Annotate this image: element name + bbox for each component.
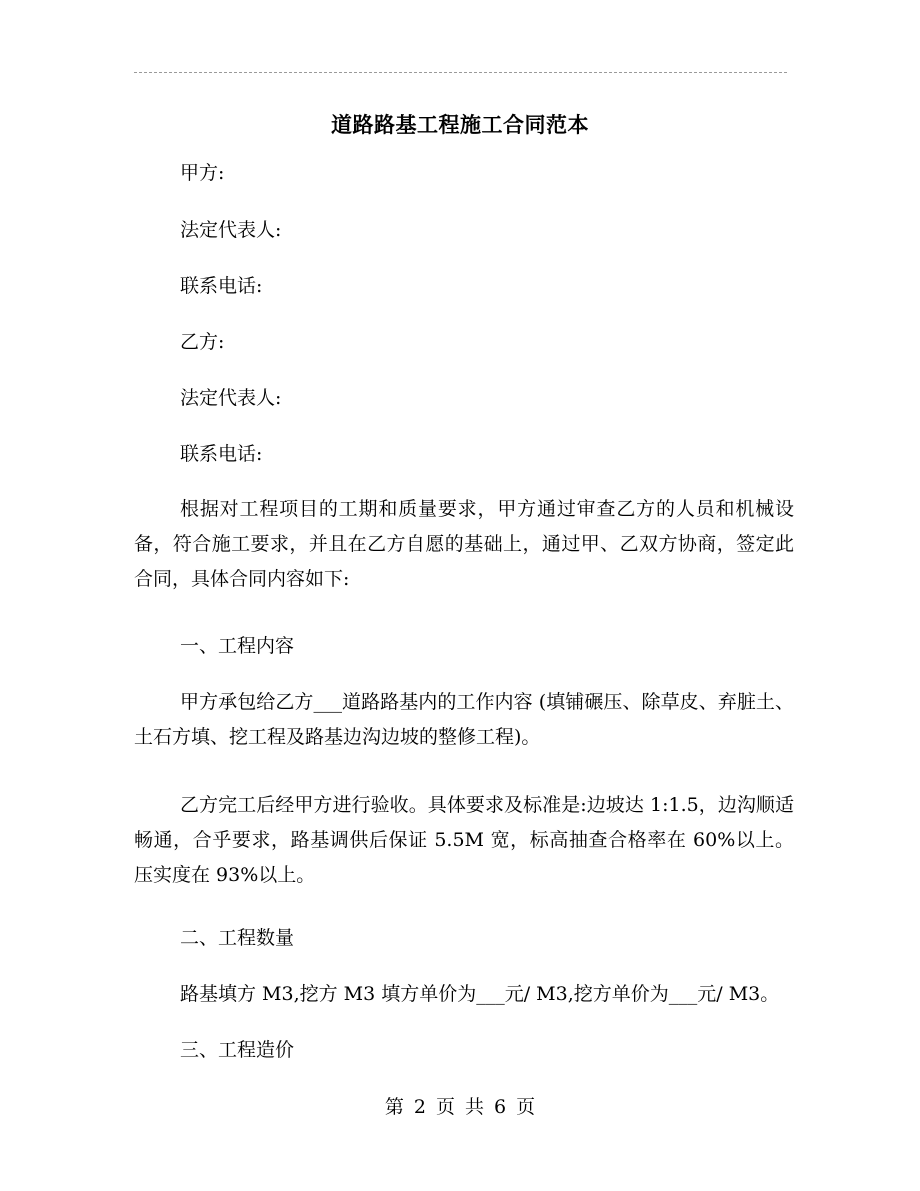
section-1-heading: 一、工程内容 xyxy=(180,635,295,657)
header-divider xyxy=(134,72,787,73)
intro-paragraph: 根据对工程项目的工期和质量要求，甲方通过审查乙方的人员和机械设备，符合施工要求，并且在乙方自愿的基础上，通过甲、乙双方协商，签定此合同，具体合同内容如下: xyxy=(134,498,794,590)
party-b-label: 乙方: xyxy=(180,331,225,353)
section-1-content-paragraph: 甲方承包给乙方___道路路基内的工作内容 (填铺碾压、除草皮、弃脏土、土石方填、挖工程及路基边沟边坡的整修工程)。 xyxy=(134,691,794,748)
party-b-phone: 联系电话: xyxy=(180,443,263,465)
party-a-label: 甲方: xyxy=(180,162,225,184)
section-2-heading: 二、工程数量 xyxy=(180,927,295,949)
section-2-quantity-paragraph: 路基填方 M3,挖方 M3 填方单价为___元/ M3,挖方单价为___元/ M3。 xyxy=(180,983,780,1005)
document-title: 道路路基工程施工合同范本 xyxy=(331,112,589,137)
section-3-heading: 三、工程造价 xyxy=(180,1039,295,1061)
page-indicator: 第 2 页 共 6 页 xyxy=(384,1096,536,1118)
party-b-legal-rep: 法定代表人: xyxy=(180,387,282,409)
section-1-acceptance-paragraph: 乙方完工后经甲方进行验收。具体要求及标准是:边坡达 1:1.5，边沟顺适畅通，合乎要求，路基调供后保证 5.5M 宽，标高抽查合格率在 60%以上。压实度在 93%以上。 xyxy=(134,794,794,886)
party-a-legal-rep: 法定代表人: xyxy=(180,219,282,241)
party-a-phone: 联系电话: xyxy=(180,275,263,297)
